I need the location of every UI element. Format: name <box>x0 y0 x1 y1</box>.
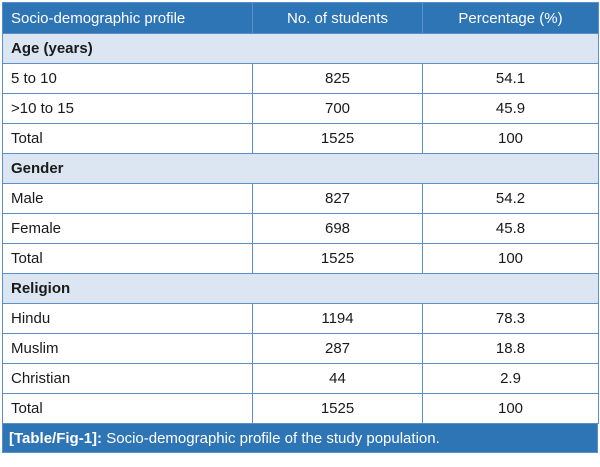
row-students: 287 <box>253 334 423 364</box>
row-label: Total <box>3 394 253 424</box>
row-students: 827 <box>253 184 423 214</box>
table-row <box>3 334 599 364</box>
table-row <box>3 364 599 394</box>
row-label: Male <box>3 184 253 214</box>
section-row-age <box>3 34 599 64</box>
row-label: >10 to 15 <box>3 94 253 124</box>
section-title: Age (years) <box>3 34 599 64</box>
row-percentage: 18.8 <box>423 334 599 364</box>
table-header <box>3 3 599 34</box>
row-label: 5 to 10 <box>3 64 253 94</box>
table-row <box>3 394 599 424</box>
row-percentage: 45.9 <box>423 94 599 124</box>
row-students: 698 <box>253 214 423 244</box>
row-percentage: 54.1 <box>423 64 599 94</box>
row-label: Total <box>3 244 253 274</box>
row-percentage: 100 <box>423 394 599 424</box>
section-title: Religion <box>3 274 599 304</box>
row-label: Christian <box>3 364 253 394</box>
table-row <box>3 214 599 244</box>
row-percentage: 78.3 <box>423 304 599 334</box>
column-header-percentage: Percentage (%) <box>423 3 599 34</box>
row-label: Muslim <box>3 334 253 364</box>
table-row <box>3 94 599 124</box>
row-percentage: 100 <box>423 244 599 274</box>
data-table-container <box>2 2 598 453</box>
row-students: 1525 <box>253 244 423 274</box>
table-row <box>3 304 599 334</box>
row-label: Female <box>3 214 253 244</box>
table-body <box>3 34 599 424</box>
section-row-religion <box>3 274 599 304</box>
row-students: 1525 <box>253 124 423 154</box>
caption-text: Socio-demographic profile of the study population. <box>106 430 440 447</box>
table-row <box>3 124 599 154</box>
section-title: Gender <box>3 154 599 184</box>
table-caption <box>2 424 598 453</box>
table-row <box>3 244 599 274</box>
caption-tag: [Table/Fig-1]: <box>9 430 103 447</box>
column-header-profile: Socio-demographic profile <box>3 3 253 34</box>
row-students: 1525 <box>253 394 423 424</box>
row-percentage: 54.2 <box>423 184 599 214</box>
row-percentage: 2.9 <box>423 364 599 394</box>
socio-demographic-table <box>2 2 599 424</box>
row-students: 44 <box>253 364 423 394</box>
row-students: 825 <box>253 64 423 94</box>
row-students: 1194 <box>253 304 423 334</box>
row-students: 700 <box>253 94 423 124</box>
row-label: Hindu <box>3 304 253 334</box>
row-percentage: 100 <box>423 124 599 154</box>
row-label: Total <box>3 124 253 154</box>
row-percentage: 45.8 <box>423 214 599 244</box>
header-row <box>3 3 599 34</box>
section-row-gender <box>3 154 599 184</box>
table-row <box>3 64 599 94</box>
column-header-students: No. of students <box>253 3 423 34</box>
table-row <box>3 184 599 214</box>
